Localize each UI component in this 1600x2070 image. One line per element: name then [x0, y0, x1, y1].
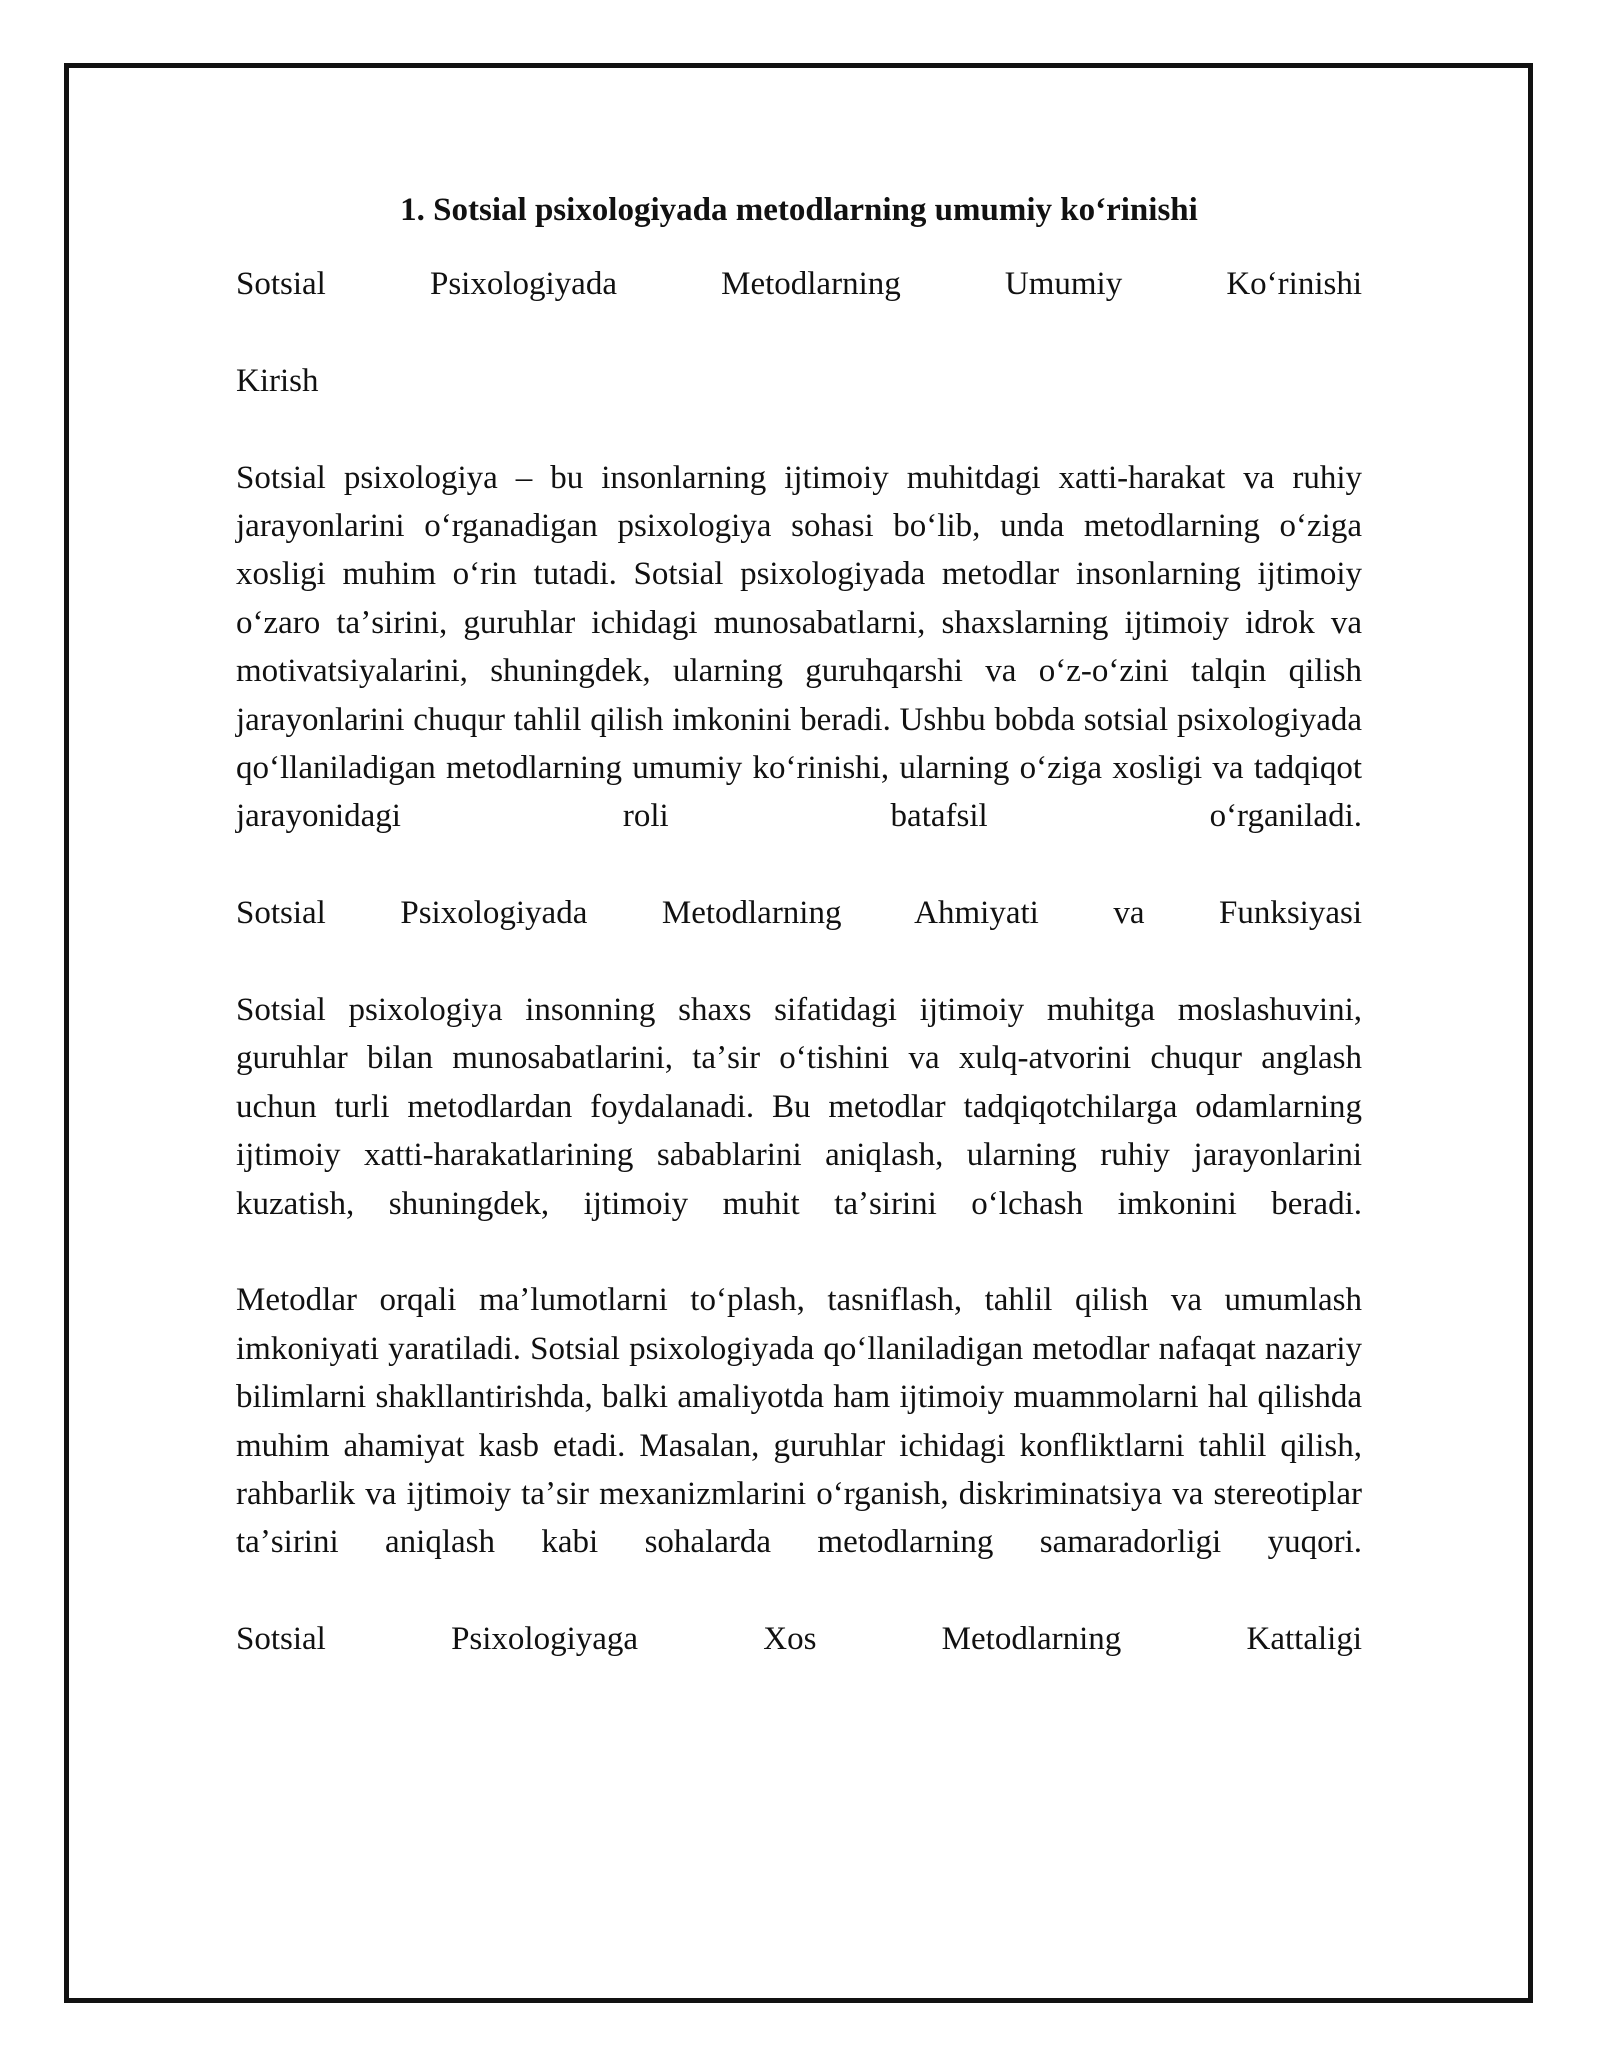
- paragraph-methods-data: Metodlar orqali maʼlumotlarni toʻplash, tasniflash, tahlil qilish va umumlash imkoniyati yaratiladi. Sotsial psixologiyada qoʻllaniladigan metodlar nafaqat nazariy bilimlarni shakllantirishda, balki amaliyotda ham ijtimoiy muammolarni hal qilishda muhim ahamiyat kasb etadi. Masalan, guruhlar ichidagi konfliktlarni tahlil qilish, rahbarlik va ijtimoiy taʼsir mexanizmlarini oʻrganish, diskriminatsiya va stereotiplar taʼsirini aniqlash kabi sohalarda metodlarning samaradorligi yuqori.: [236, 1282, 1362, 1561]
- document-body: [236, 190, 1362, 1712]
- heading-overview: Sotsial Psixologiyada Metodlarning Umumiy Koʻrinishi: [236, 266, 1362, 302]
- paragraph-importance: Sotsial psixologiya insonning shaxs sifatidagi ijtimoiy muhitga moslashuvini, guruhlar bilan munosabatlarini, taʼsir oʻtishini va xulq-atvorini chuqur anglash uchun turli metodlardan foydalanadi. Bu metodlar tadqiqotchilarga odamlarning ijtimoiy xatti-harakatlarining sabablarini aniqlash, ularning ruhiy jarayonlarini kuzatish, shuningdek, ijtimoiy muhit taʼsirini oʻlchash imkonini beradi.: [236, 992, 1362, 1222]
- heading-specific-methods: Sotsial Psixologiyaga Xos Metodlarning Kattaligi: [236, 1621, 1362, 1658]
- heading-importance-function: Sotsial Psixologiyada Metodlarning Ahmiyati va Funksiyasi: [236, 895, 1362, 932]
- document-title: 1. Sotsial psixologiyada metodlarning umumiy koʻrinishi: [400, 192, 1198, 228]
- heading-introduction: Kirish: [236, 362, 319, 399]
- paragraph-introduction: Sotsial psixologiya – bu insonlarning ijtimoiy muhitdagi xatti-harakat va ruhiy jarayonlarini oʻrganadigan psixologiya sohasi boʻlib, unda metodlarning oʻziga xosligi muhim oʻrin tutadi. Sotsial psixologiyada metodlar insonlarning ijtimoiy oʻzaro taʼsirini, guruhlar ichidagi munosabatlarni, shaxslarning ijtimoiy idrok va motivatsiyalarini, shuningdek, ularning guruhqarshi va oʻz-oʻzini talqin qilish jarayonlarini chuqur tahlil qilish imkonini beradi. Ushbu bobda sotsial psixologiyada qoʻllaniladigan metodlarning umumiy koʻrinishi, ularning oʻziga xosligi va tadqiqot jarayonidagi roli batafsil oʻrganiladi.: [236, 459, 1362, 835]
